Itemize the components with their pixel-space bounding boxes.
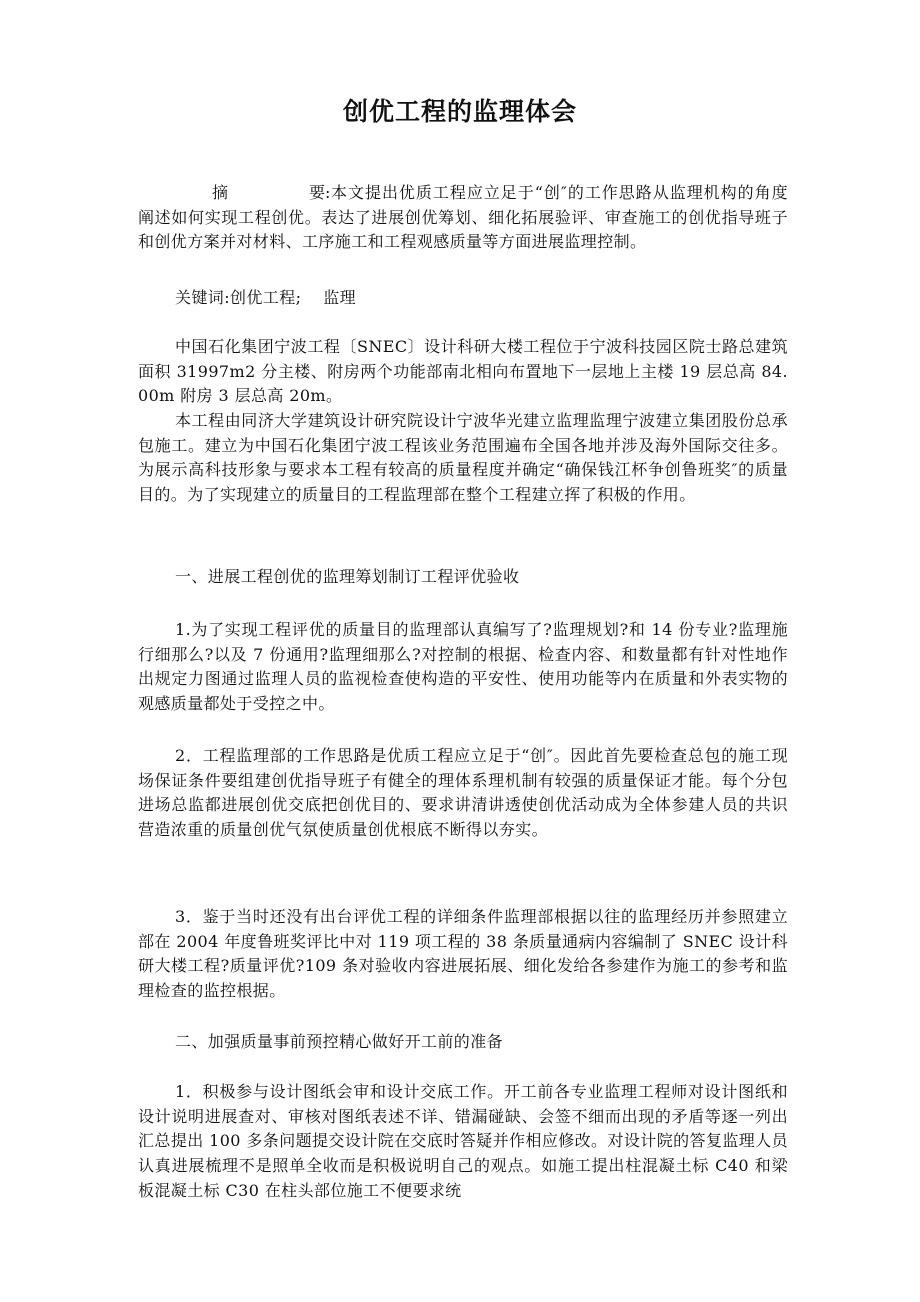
body-paragraph: 1．积极参与设计图纸会审和设计交底工作。开工前各专业监理工程师对设计图纸和设计说明进展查对、审核对图纸表述不详、错漏碰缺、会签不细而出现的矛盾等逐一列出汇总提出 100 多条问题提交设计院在交底时答疑并作相应修改。对设计院的答复监理人员认真进展梳理不是照单全收而是积极说明自己的观点。如施工提出柱混凝土标 C40 和梁板混凝土标 C30 在柱头部位施工不便要求统 bbox=[138, 1082, 788, 1200]
body-paragraph: 3．鉴于当时还没有出台评优工程的详细条件监理部根据以往的监理经历并参照建立部在 2004 年度鲁班奖评比中对 119 项工程的 38 条质量通病内容编制了 SNEC 设计科研大楼工程?质量评优?109 条对验收内容进展拓展、细化发给各参建作为施工的参考和监理检查的监控根据。 bbox=[138, 907, 788, 1001]
abstract-text: 本文提出优质工程应立足于“创″的工作思路从监理机构的角度阐述如何实现工程创优。表达了进展创优筹划、细化拓展验评、审查施工的创优指导班子和创优方案并对材料、工序施工和工程观感质量等方面进展监理控制。 bbox=[138, 183, 788, 252]
keywords-line bbox=[138, 286, 788, 311]
keywords-label: 关键词: bbox=[175, 288, 230, 307]
abstract-paragraph bbox=[138, 181, 788, 255]
document-title: 创优工程的监理体会 bbox=[342, 97, 577, 126]
body-paragraph: 本工程由同济大学建筑设计研究院设计宁波华光建立监理监理宁波建立集团股份总承包施工。建立为中国石化集团宁波工程该业务范围遍布全国各地并涉及海外国际交往多。为展示高科技形象与要求本工程有较高的质量程度并确定“确保钱江杯争创鲁班奖″的质量目的。为了实现建立的质量目的工程监理部在整个工程建立挥了积极的作用。 bbox=[138, 411, 788, 505]
body-paragraph: 1.为了实现工程评优的质量目的监理部认真编写了?监理规划?和 14 份专业?监理施行细那么?以及 7 份通用?监理细那么?对控制的根据、检查内容、和数量都有针对性地作出规定力图通过监理人员的监视检查使构造的平安性、使用功能等内在质量和外表实物的观感质量都处于受控之中。 bbox=[138, 620, 788, 714]
body-paragraph: 2．工程监理部的工作思路是优质工程应立足于“创″。因此首先要检查总包的施工现场保证条件要组建创优指导班子有健全的理体系理机制有较强的质量保证才能。每个分包进场总监都进展创优交底把创优目的、要求讲清讲透使创优活动成为全体参建人员的共识营造浓重的质量创优气氛使质量创优根底不断得以夯实。 bbox=[138, 746, 788, 840]
abstract-label-part1: 摘 bbox=[212, 183, 229, 202]
section-heading: 二、加强质量事前预控精心做好开工前的准备 bbox=[175, 1032, 504, 1051]
keywords-text: 创优工程; 监理 bbox=[230, 288, 357, 307]
abstract-label-part2: 要: bbox=[309, 183, 331, 202]
section-heading: 一、进展工程创优的监理筹划制订工程评优验收 bbox=[175, 567, 520, 586]
body-paragraph: 中国石化集团宁波工程〔SNEC〕设计科研大楼工程位于宁波科技园区院士路总建筑面积 31997m2 分主楼、附房两个功能部南北相向布置地下一层地上主楼 19 层总高 84.00m 附房 3 层总高 20m。 bbox=[138, 337, 788, 406]
